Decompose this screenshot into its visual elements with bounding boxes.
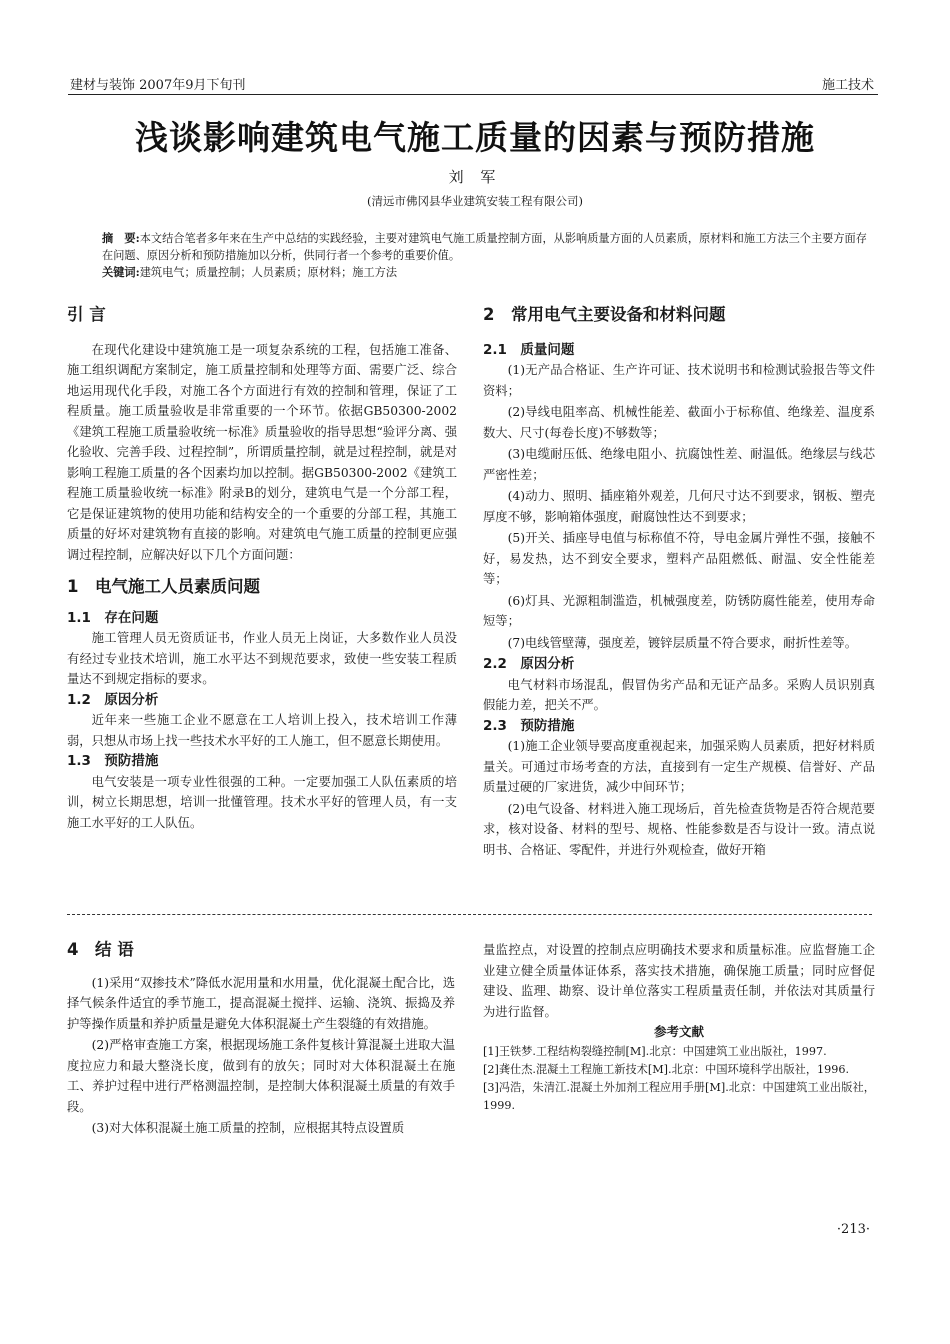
keywords-text: 建筑电气；质量控制；人员素质；原材料；施工方法 bbox=[139, 266, 398, 279]
section-2-3-heading: 2.3 预防措施 bbox=[483, 717, 575, 734]
left-column-bottom bbox=[67, 940, 455, 1140]
intro-heading: 引 言 bbox=[67, 305, 106, 324]
reference-item: [3]冯浩，朱清江.混凝土外加剂工程应用手册[M].北京：中国建筑工业出版社，1999. bbox=[483, 1080, 875, 1112]
journal-issue: 建材与装饰 2007年9月下旬刊 bbox=[70, 78, 246, 93]
abstract-label: 摘 要: bbox=[102, 231, 140, 245]
references-heading: 参考文献 bbox=[653, 1024, 704, 1039]
list-item: (7)电线管壁薄，强度差，镀锌层质量不符合要求，耐折性差等。 bbox=[507, 635, 858, 650]
affiliation: (清远市佛冈县华业建筑安装工程有限公司) bbox=[367, 194, 583, 208]
section-1-heading: 1 电气施工人员素质问题 bbox=[67, 577, 260, 596]
section-1-2-heading: 1.2 原因分析 bbox=[67, 691, 159, 708]
list-item: (1)施工企业领导要高度重视起来，加强采购人员素质，把好材料质量关。可通过市场考查的方法，直接到有一定生产规模、信誉好、产品质量过硬的厂家进货，减少中间环节； bbox=[483, 739, 875, 794]
list-item: (2)电气设备、材料进入施工现场后，首先检查货物是否符合规范要求，核对设备、材料的型号、规格、性能参数是否与设计一致。清点说明书、合格证、零配件，并进行外观检查，做好开箱 bbox=[483, 801, 875, 857]
section-1-1-heading: 1.1 存在问题 bbox=[67, 609, 159, 626]
section-2-1-heading: 2.1 质量问题 bbox=[483, 341, 575, 358]
section-4-heading: 4 结 语 bbox=[67, 940, 134, 959]
abstract bbox=[102, 230, 870, 281]
right-column-bottom bbox=[483, 940, 875, 1115]
list-item: (1)采用“双掺技术”降低水泥用量和水用量，优化混凝土配合比，选择气候条件适宜的季节施工，提高混凝土搅拌、运输、浇筑、振捣及养护等操作质量和养护质量是避免大体积混凝土产生裂缝的有效措施。 bbox=[67, 975, 455, 1031]
section-1-2-text: 近年来一些施工企业不愿意在工人培训上投入，技术培训工作薄弱，只想从市场上找一些技术水平好的工人施工，但不愿意长期使用。 bbox=[67, 713, 457, 748]
section-divider bbox=[67, 914, 872, 923]
reference-item: [1]王铁梦.工程结构裂缝控制[M].北京：中国建筑工业出版社，1997. bbox=[483, 1044, 827, 1058]
list-item: (5)开关、插座导电值与标称值不符，导电金属片弹性不强，接触不好，易发热，达不到安全要求，塑料产品阻燃低、耐温、安全性能差等； bbox=[483, 531, 875, 586]
reference-item: [2]龚仕杰.混凝土工程施工新技术[M].北京：中国环境科学出版社，1996. bbox=[483, 1062, 850, 1076]
list-item: (6)灯具、光源粗制滥造，机械强度差，防锈防腐性能差，使用寿命短等； bbox=[483, 593, 875, 628]
intro-paragraph: 在现代化建设中建筑施工是一项复杂系统的工程，包括施工准备、施工组织调配方案制定，施工质量控制和处理等方面、需要广泛、综合地运用现代化手段，对施工各个方面进行有效的控制和管理，保证了工程质量。施工质量验收是非常重要的一个环节。依据GB50300-2002《建筑工程施工质量验收统一标准》质量验收的指导思想“验评分离、强化验收、完善手段、过程控制”，所谓质量控制，就是过程控制，就是对影响工程施工质量的各个因素均加以控制。据GB50300-2002《建筑工程施工质量验收统一标准》附录B的划分，建筑电气是一个分部工程，它是保证建筑物的使用功能和结构安全的一个重要的分部工程，其施工质量的好坏对建筑物有直接的影响。对建筑电气施工质量的控制更应强调过程控制，应解决好以下几个方面问题： bbox=[67, 342, 457, 562]
list-item: (3)电缆耐压低、绝缘电阻小、抗腐蚀性差、耐温低。绝缘层与线芯严密性差； bbox=[483, 447, 875, 482]
section-1-3-text: 电气安装是一项专业性很强的工种。一定要加强工人队伍素质的培训，树立长期思想，培训一批懂管理。技术水平好的管理人员，有一支施工水平好的工人队伍。 bbox=[67, 774, 457, 830]
right-column-top bbox=[483, 305, 875, 861]
section-2-2-text: 电气材料市场混乱，假冒伪劣产品和无证产品多。采购人员识别真假能力差，把关不严。 bbox=[483, 677, 875, 712]
running-header bbox=[68, 74, 878, 95]
keywords-label: 关键词: bbox=[102, 265, 140, 279]
section-2-heading: 2 常用电气主要设备和材料问题 bbox=[483, 305, 726, 324]
section-2-2-heading: 2.2 原因分析 bbox=[483, 656, 575, 672]
section-1-3-heading: 1.3 预防措施 bbox=[67, 753, 159, 769]
abstract-text: 本文结合笔者多年来在生产中总结的实践经验，主要对建筑电气施工质量控制方面，从影响质量方面的人员素质，原材料和施工方法三个主要方面存在问题、原因分析和预防措施加以分析，供同行者一个参考的重要价值。 bbox=[102, 232, 867, 262]
list-item: (1)无产品合格证、生产许可证、技术说明书和检测试验报告等文件资料； bbox=[483, 363, 875, 398]
list-item: (2)导线电阻率高、机械性能差、截面小于标称值、绝缘差、温度系数大、尺寸(每卷长度)不够数等； bbox=[483, 405, 875, 440]
section-1-1-text: 施工管理人员无资质证书，作业人员无上岗证，大多数作业人员没有经过专业技术培训，施工水平达不到规范要求，致使一些安装工程质量达不到规定指标的要求。 bbox=[67, 631, 457, 686]
article-title: 浅谈影响建筑电气施工质量的因素与预防措施 bbox=[135, 118, 815, 157]
conclusion-continuation: 量监控点，对设置的控制点应明确技术要求和质量标准。应监督施工企业建立健全质量体证体系，落实技术措施，确保施工质量；同时应督促建设、监理、勘察、设计单位落实工程质量责任制，并依法对其质量行为进行监督。 bbox=[483, 943, 875, 1019]
author: 刘 军 bbox=[448, 168, 502, 186]
page-number: ·213· bbox=[836, 1222, 870, 1237]
list-item: (4)动力、照明、插座箱外观差，几何尺寸达不到要求，钢板、塑壳厚度不够，影响箱体强度，耐腐蚀性达不到要求； bbox=[483, 489, 875, 524]
list-item: (3)对大体积混凝土施工质量的控制，应根据其特点设置质 bbox=[91, 1121, 405, 1135]
column-name: 施工技术 bbox=[821, 78, 874, 93]
list-item: (2)严格审查施工方案，根据现场施工条件复核计算混凝土进取大温度拉应力和最大整浇长度，做到有的放矢；同时对大体积混凝土在施工、养护过程中进行严格测温控制，是控制大体积混凝土质量的有效手段。 bbox=[67, 1038, 455, 1114]
left-column-top bbox=[67, 305, 457, 833]
